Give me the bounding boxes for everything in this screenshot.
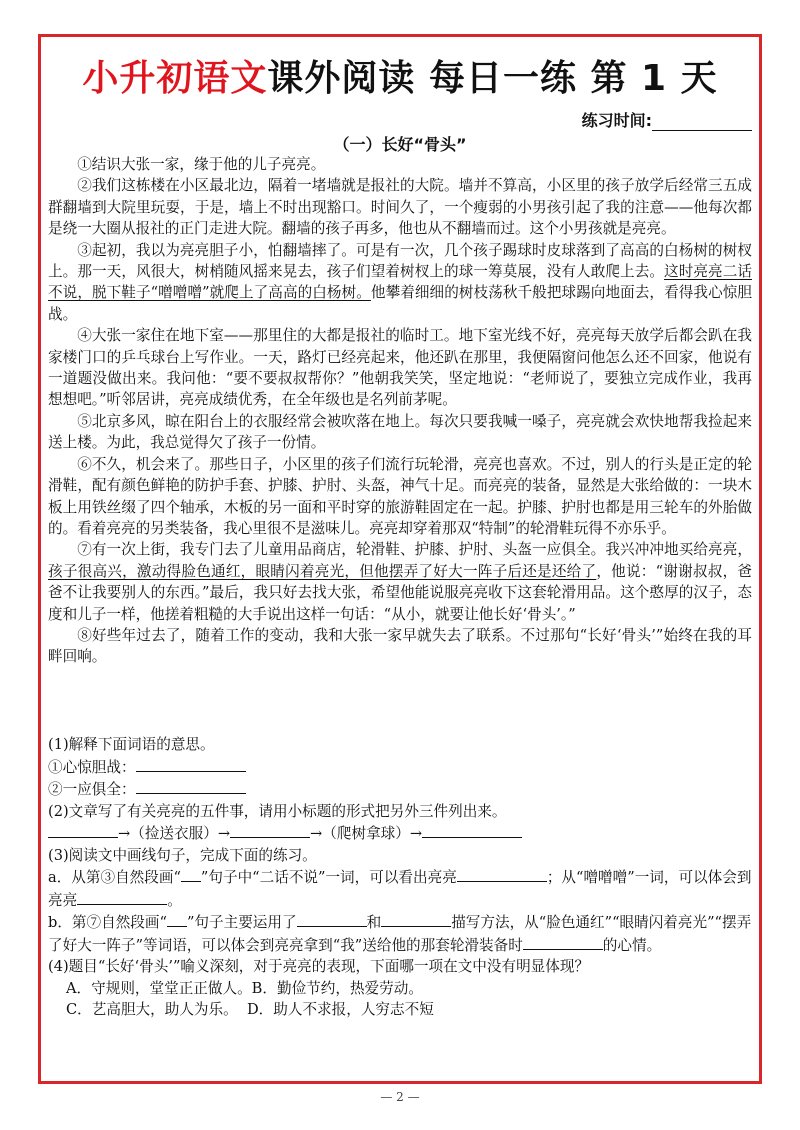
page-title — [0, 50, 800, 101]
subtitle-item-2: （爬树拿球） — [322, 825, 410, 842]
answer-blank[interactable] — [230, 822, 310, 838]
answer-blank[interactable] — [422, 822, 522, 838]
subtitle-item-1: （捡送衣服） — [130, 825, 218, 842]
paragraph-7 — [48, 539, 752, 625]
option-a[interactable]: A．守规则，堂堂正正做人。 — [66, 979, 252, 997]
question-1a — [48, 756, 752, 779]
answer-blank[interactable] — [136, 778, 246, 794]
answer-blank[interactable] — [48, 822, 118, 838]
answer-blank[interactable] — [167, 911, 187, 927]
q3a-text: 。 — [167, 891, 182, 909]
option-c[interactable]: C．艺高胆大，助人为乐。 — [66, 1001, 238, 1018]
options-row-1 — [48, 978, 752, 1000]
question-1a-label: ①心惊胆战： — [48, 758, 136, 776]
answer-blank[interactable] — [297, 911, 367, 927]
questions — [48, 734, 752, 1021]
practice-time-label: 练习时间: — [581, 111, 652, 130]
answer-blank[interactable] — [381, 911, 451, 927]
q3b-text: ”句子主要运用了 — [186, 914, 297, 931]
question-2-answers: →（捡送衣服）→ →（爬树拿球）→ — [48, 822, 752, 845]
q3b-text: 和 — [366, 914, 382, 931]
q3a-text: a．从第③自然段画“ — [48, 869, 181, 886]
paragraph-4: ④大张一家住在地下室——那里住的大都是报社的临时工。地下室光线不好，亮亮每天放学后都会趴在我家楼门口的乒乓球台上写作业。一天，路灯已经亮起来，他还趴在那里，我便隔窗问他怎么还不回家，他说有一道题没做出来。我问他：“要不要叔叔帮你？”他朝我笑笑，坚定地说：“老师说了，要独立完成作业，我再想想吧。”听邻居讲，亮亮成绩优秀，在全年级也是名列前茅呢。 — [48, 327, 752, 409]
answer-blank[interactable] — [457, 866, 547, 882]
page-number: — 2 — — [380, 1090, 420, 1104]
underlined-sentence-7: 孩子很高兴，激动得脸色通红，眼睛闪着亮光，但他摆弄了好大一阵子后还是还给了 — [48, 562, 597, 580]
option-d[interactable]: D．助人不求报，人穷志不短 — [246, 1001, 434, 1018]
answer-blank[interactable] — [181, 866, 201, 882]
answer-blank[interactable] — [136, 756, 246, 772]
paragraph-7-text: ⑦有一次上街，我专门去了儿童用品商店，轮滑鞋、护膝、护肘、头盔一应俱全。我兴冲冲地买给亮亮， — [77, 541, 752, 559]
paragraph-2: ②我们这栋楼在小区最北边，隔着一堵墙就是报社的大院。墙并不算高，小区里的孩子放学后经常三五成群翻墙到大院里玩耍，于是，墙上不时出现豁口。时间久了，一个瘦弱的小男孩引起了我的注意——他每次都是绕一大圈从报社的正门走进大院。翻墙的孩子再多，他也从不翻墙而过。这个小男孩就是亮亮。 — [48, 177, 752, 238]
underlined-sentence-3: 这时亮亮二话不说，脱下鞋子“噌噌噌”就爬上了高高的白杨树。 — [48, 263, 752, 302]
paragraph-6: ⑥不久，机会来了。那些日子，小区里的孩子们流行玩轮滑，亮亮也喜欢。不过，别人的行头是正定的轮滑鞋，配有颜色鲜艳的防护手套、护膝、护肘、头盔，神气十足。而亮亮的装备，显然是大张给做的：一块木板上用铁丝缀了四个轴承，木板的另一面和平时穿的旅游鞋固定在一起。护膝、护肘也都是用三轮车的外胎做的。看着亮亮的另类装备，我心里很不是滋味儿。亮亮却穿着那双“特制”的轮滑鞋玩得不亦乐乎。 — [48, 455, 752, 537]
q3b-text: 描写方法，从“脸色通红”“眼睛闪着亮光”“摆弄了好大一阵子”等词语，可以体会到亮亮拿到“我”送给他的那套轮滑装备时 — [48, 914, 752, 954]
answer-blank[interactable] — [523, 934, 603, 950]
question-2: (2)文章写了有关亮亮的五件事，请用小标题的形式把另外三件列出来。 — [48, 802, 507, 820]
question-3a — [48, 866, 752, 911]
paragraph-8: ⑧好些年过去了，随着工作的变动，我和大张一家早就失去了联系。不过那句“长好‘骨头’”始终在我的耳畔回响。 — [48, 626, 752, 666]
paragraph-1: ①结识大张一家，缘于他的儿子亮亮。 — [77, 156, 326, 173]
question-3: (3)阅读文中画线句子，完成下面的练习。 — [48, 846, 317, 864]
q3b-text: 的心情。 — [602, 936, 662, 954]
q3b-text: b．第⑦自然段画“ — [48, 914, 167, 931]
section-title: （一）长好“骨头” — [333, 135, 467, 154]
paragraph-7-text-end: ，他说：“谢谢叔叔，爸爸不让我要别人的东西。”最后，我只好去找大张，希望他能说服亮亮收下这套轮滑用品。这个憨厚的汉子，态度和儿子一样，他搓着粗糙的大手说出这样一句话：“从小，就要让他长好‘骨头’。” — [48, 562, 752, 623]
paragraph-3-text: ③起初，我以为亮亮胆子小，怕翻墙摔了。可是有一次，几个孩子踢球时皮球落到了高高的白杨树的树杈上。那一天，风很大，树梢随风摇来晃去，孩子们望着树杈上的球一筹莫展，没有人敢爬上去。 — [48, 241, 752, 281]
title-black-part: 课外阅读 每日一练 第 1 天 — [267, 58, 718, 99]
answer-blank[interactable] — [77, 889, 167, 905]
q3a-text: ”句子中“二话不说”一词，可以看出亮亮 — [200, 869, 457, 886]
options-row-2 — [48, 999, 752, 1021]
question-1b-label: ②一应俱全： — [48, 781, 136, 798]
question-1b — [48, 778, 752, 801]
practice-time-blank[interactable] — [652, 114, 752, 131]
q3a-text: ；从“噌噌噌”一词，可以体会到亮亮 — [48, 869, 752, 909]
paragraph-3-text-end: 他攀着细细的树枝荡秋千般把球踢向地面去，看得我心惊胆战。 — [48, 284, 752, 323]
question-4: (4)题目“长好‘骨头’”喻义深刻，对于亮亮的表现，下面哪一项在文中没有明显体现？ — [48, 958, 590, 975]
paragraph-5: ⑤北京多风，晾在阳台上的衣服经常会被吹落在地上。每次只要我喊一嗓子，亮亮就会欢快地帮我捡起来送上楼。为此，我总觉得欠了孩子一份情。 — [48, 412, 752, 452]
practice-time — [582, 108, 752, 131]
title-red-part: 小升初语文 — [82, 58, 268, 99]
option-b[interactable]: B．勤俭节约，热爱劳动。 — [251, 979, 423, 997]
paragraph-3 — [48, 240, 752, 326]
reading-passage — [48, 154, 752, 668]
question-3b — [48, 911, 752, 956]
question-1: (1)解释下面词语的意思。 — [48, 736, 215, 753]
